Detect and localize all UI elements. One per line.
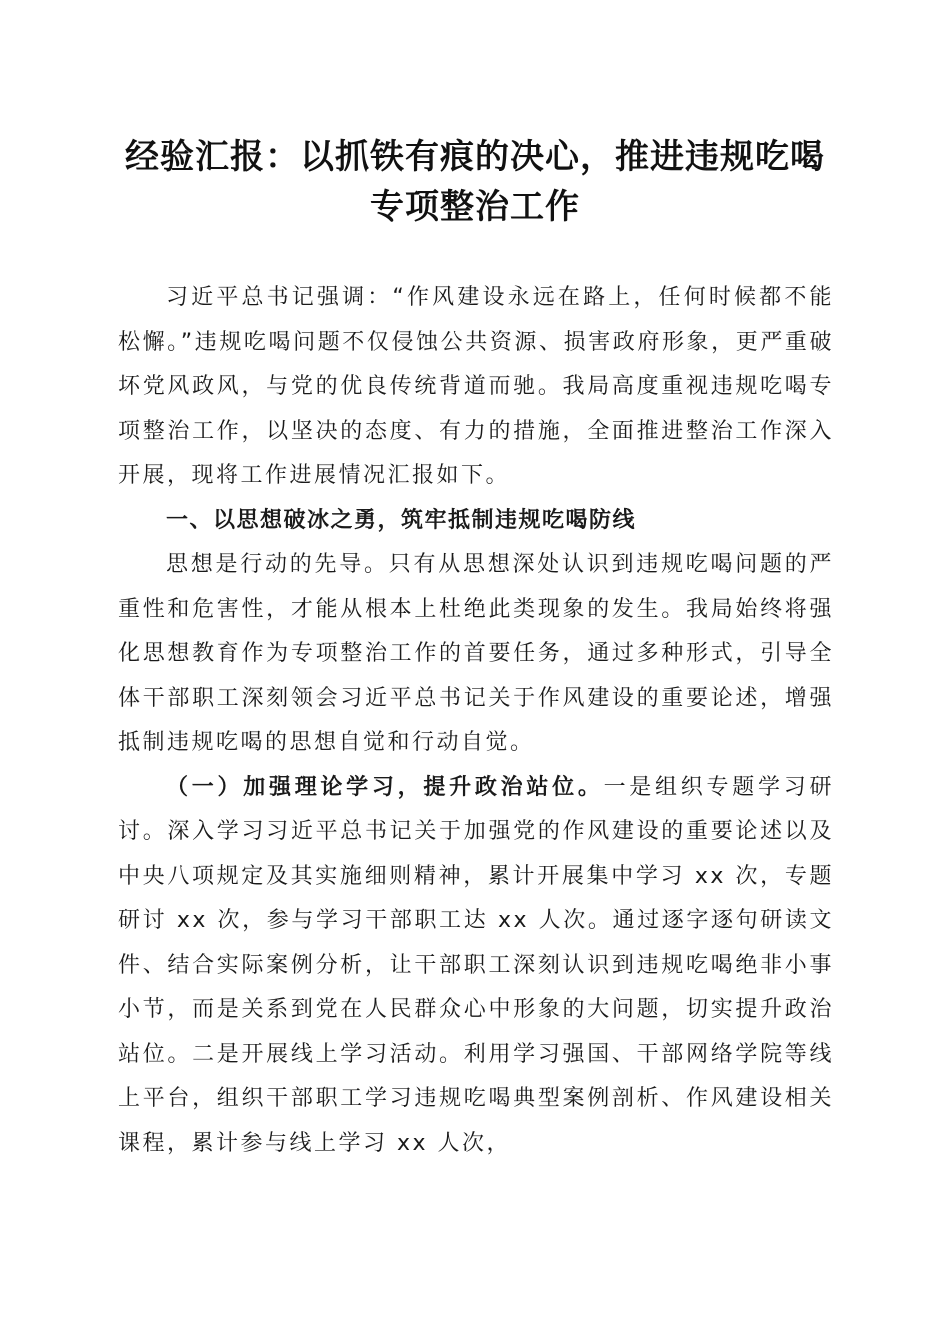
intro-paragraph: 习近平总书记强调：“作风建设永远在路上，任何时候都不能松懈。”违规吃喝问题不仅侵蚀公共资源、损害政府形象，更严重破坏党风政风，与党的优良传统背道而驰。我局高度重视违规吃喝专项整治工作，以坚决的态度、有力的措施，全面推进整治工作深入开展，现将工作进展情况汇报如下。 xyxy=(118,285,834,488)
subsection-1-text: 一是组织专题学习研讨。深入学习习近平总书记关于加强党的作风建设的重要论述以及中央八项规定及其实施细则精神，累计开展集中学习 xx 次，专题研讨 xx 次，参与学习干部职工达 xx 人次。通过逐字逐句研读文件、结合实际案例分析，让干部职工深刻认识到违规吃喝绝非小事小节，而是关系到党在人民群众心中形象的大问题，切实提升政治站位。二是开展线上学习活动。利用学习强国、干部网络学院等线上平台，组织干部职工学习违规吃喝典型案例剖析、作风建设相关课程，累计参与线上学习 xx 人次， xyxy=(118,774,834,1156)
document-title xyxy=(100,132,850,232)
subsection-1-paragraph xyxy=(118,766,834,1167)
title-line-2: 专项整治工作 xyxy=(370,187,580,227)
section-1-paragraph: 思想是行动的先导。只有从思想深处认识到违规吃喝问题的严重性和危害性，才能从根本上杜绝此类现象的发生。我局始终将强化思想教育作为专项整治工作的首要任务，通过多种形式，引导全体干部职工深刻领会习近平总书记关于作风建设的重要论述，增强抵制违规吃喝的思想自觉和行动自觉。 xyxy=(118,552,834,755)
title-line-1: 经验汇报：以抓铁有痕的决心，推进违规吃喝 xyxy=(125,137,825,177)
section-1-heading: 一、以思想破冰之勇，筑牢抵制违规吃喝防线 xyxy=(166,507,637,533)
subsection-1-lead: （一）加强理论学习，提升政治站位。 xyxy=(166,774,604,800)
document-body xyxy=(118,276,834,1166)
